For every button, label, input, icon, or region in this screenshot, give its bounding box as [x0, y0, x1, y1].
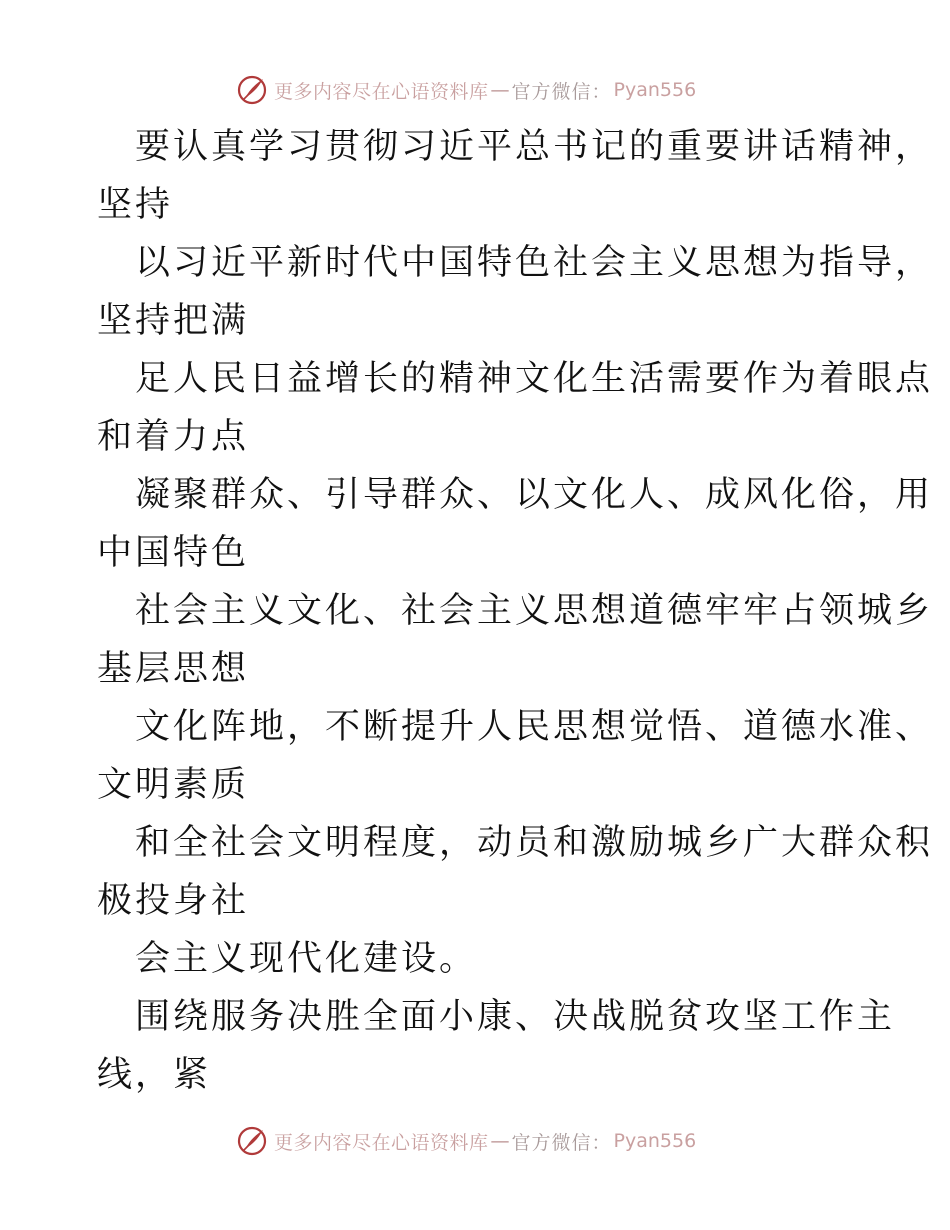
body-line: 和着力点: [97, 417, 250, 457]
body-line: 凝聚群众、引导群众、以文化人、成风化俗，用: [135, 475, 934, 515]
body-line: 线，紧: [97, 1055, 212, 1095]
header-watermark: [236, 73, 696, 107]
body-line: 文化阵地，不断提升人民思想觉悟、道德水准、: [135, 707, 934, 747]
watermark-site-text: 更多内容尽在心语资料库: [274, 1131, 489, 1154]
body-line: 基层思想: [97, 649, 250, 689]
watermark-dash: —: [490, 1130, 510, 1152]
body-line: 以习近平新时代中国特色社会主义思想为指导，: [135, 243, 934, 283]
body-line: 文明素质: [97, 765, 250, 805]
body-line: 围绕服务决胜全面小康、决战脱贫攻坚工作主: [135, 997, 896, 1037]
document-body: [97, 118, 934, 1104]
watermark-wechat-id: Pyan556: [613, 79, 697, 101]
watermark-wechat-label: 官方微信：: [511, 80, 612, 103]
body-line: 足人民日益增长的精神文化生活需要作为着眼点: [135, 359, 934, 399]
body-line: 坚持: [97, 185, 174, 225]
body-line: 极投身社: [97, 881, 250, 921]
body-line: 会主义现代化建设。: [135, 939, 478, 979]
body-line: 要认真学习贯彻习近平总书记的重要讲话精神，: [135, 127, 934, 167]
watermark-dash: —: [490, 79, 510, 101]
watermark-wechat-id: Pyan556: [613, 1130, 697, 1152]
watermark-site-text: 更多内容尽在心语资料库: [274, 80, 489, 103]
body-line: 坚持把满: [97, 301, 250, 341]
quill-logo-icon: [236, 1125, 268, 1157]
body-line: 和全社会文明程度，动员和激励城乡广大群众积: [135, 823, 934, 863]
watermark-wechat-label: 官方微信：: [511, 1131, 612, 1154]
footer-watermark: [236, 1124, 696, 1158]
body-line: 中国特色: [97, 533, 250, 573]
quill-logo-icon: [236, 74, 268, 106]
body-line: 社会主义文化、社会主义思想道德牢牢占领城乡: [135, 591, 934, 631]
